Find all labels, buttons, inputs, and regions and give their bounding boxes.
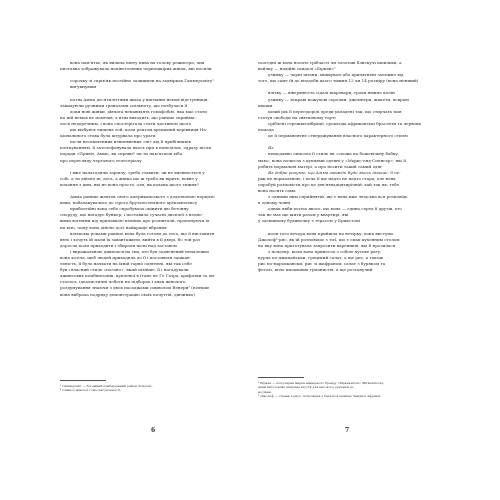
text-line: узимку — яскраві кожухові сорочки, джемпери, жакети, яскраві: [268, 96, 409, 102]
text-line: рис по-мароккански, рис зі шафраном, салат з буряком та: [258, 261, 386, 267]
text-line: на ній немов не помічав, а втім виходить, що раніше сприйма-: [60, 114, 196, 120]
text-line: був і власний стиль «погано», який пізніше, її і нагадували: [60, 267, 189, 273]
text-line: леність, її було начхати на їхній гарно одягнені, які так себе: [60, 261, 192, 267]
text-line: закидуючи ручними гранатами спільноту, що позбулася її: [60, 102, 188, 108]
text-line: так не має що жити разом у квартирі, які: [258, 212, 349, 218]
text-line: статуя свободи на святковому торті: [258, 114, 336, 120]
text-line: сталось, ідеалистичні чоботи на підборах і знак жіночого: [60, 279, 186, 285]
text-line: цілий рік її перегідорілі дреди укладені так, що стирчать мов: [268, 108, 402, 114]
left-page-body: [60, 60, 246, 460]
text-line: Джолоф²-рис, як їй розповідає з тієї, що є смак кухонним столом: [258, 236, 400, 242]
text-line: з початку, коли вона принесла з собою нутове рагу,: [268, 248, 382, 254]
text-line: поради «Привіт, Аммо, як справи? чи ти пам'ятаєш хіба: [60, 151, 183, 157]
text-line: влітку — віверхнюста сідалі шаровари, трохи нижче колін: [268, 90, 395, 96]
text-line: ріж не нормальною, і хоча її ще надто не надто стара, але вона: [258, 175, 396, 181]
footnote: ¹ Гаммерсміт — богемний прибережний район Лондону.: [60, 384, 153, 388]
text-line: узимку — чорні штани, мішкуваті або прилягнені залежно від: [268, 72, 404, 78]
right-footnotes: [258, 381, 384, 398]
text-line: вигукнувши: [70, 84, 97, 90]
text-line: це її перманентне стверджування власного характерного стилю: [268, 133, 408, 139]
text-line: сріблені сережки-вібрації, громіздкі африканські браслети та червона: [268, 120, 422, 126]
text-line: вять і хочуть їй мали їх завантажити, вийти в її двері, бо той раз: [60, 236, 201, 242]
text-line: і вже налагодили заріплу, треба ставити, чи не впевнесться у: [70, 169, 205, 175]
text-line: лося недоречним, і вона спостерігала стати частиною цього: [60, 120, 192, 126]
text-line: джинсових комбінезонів, купленої в Ітане не Ге Ґазра, арафатки та хи-: [60, 273, 216, 279]
text-line: сорочку зі скрів'як постійно залишили на задвірках Гаммерсміту¹: [70, 78, 214, 84]
text-line: доросла коли приходити і збирали пісні над заставою: [60, 242, 178, 248]
text-line: курча по-джамайськи, грецький салат, а ще рис, а також: [258, 255, 383, 260]
text-line: вона пам'ятає, як вилила пінту пива на голову режисера, чия: [70, 60, 205, 65]
text-line: собі, а ти дійсно ні, десь, а жінка що ж треба як вірить, вовне у: [60, 175, 198, 181]
text-line: про перегляду чергового телесеріалу: [60, 157, 142, 163]
left-footnotes: [60, 384, 153, 393]
text-line: вими вогнями під прилавкою пізніше про розпитали, пропонуючи їх: [60, 218, 210, 224]
footnote: який виготовляє шкіряне взуття для високого зручним до: [258, 385, 354, 390]
text-line: потім Амма десятиліттями жила у вигнанні немов відступниця,: [70, 96, 209, 102]
text-line: спробуй розповісти про це дев'ятнадцятирічній: хай так як, тебе: [258, 181, 400, 187]
text-line: робить нормальні матері, а про носити такий самий одяг: [258, 163, 383, 169]
text-line: і виражальною дивилася на тих, хто був зодягнений неналежно: [70, 248, 210, 254]
text-line: помада: [258, 127, 274, 133]
text-line: вона вибрала подряду демонстрацію своїх почуттів, дівчинко): [60, 291, 195, 297]
text-line: фетою, ягне пилавових гуманистів, а ще розтанулий: [258, 267, 373, 273]
text-line: вона носить сама: [258, 187, 296, 193]
text-line: Амма раніше жовток свого американського з додатковою порцією: [70, 194, 215, 200]
text-line: прибалтійні вона себе спробувала оцінити цю бетонну: [70, 206, 189, 212]
text-line: кількома роками раніше вона була готова до того, що її виставити: [70, 230, 215, 236]
text-line: Яз добре розуміє, що Амма завжди буде якось інакше, її пе-: [268, 169, 401, 175]
text-line: пиставка зображувала напівоголених чорношкірих жінок, які носили: [60, 66, 212, 72]
text-line: роздумування знаючи з двох пасаджами символом Венери² (пізніше: [60, 285, 210, 291]
text-line: на яку вона приготувала запросити вареників, які її прозилася: [258, 242, 396, 248]
text-line: після нескінченних невпевнених «ні» від її прибічників: [70, 139, 191, 145]
text-line: Яз: [268, 145, 274, 151]
text-line: споруду, що нагадує бункер, і поставила сучасні дисплеї з неоно-: [60, 212, 203, 218]
text-line: ціонального става була штурвала про ураги: [60, 133, 156, 139]
text-line: того, що саме їй до вподоби цього тижня 12 чи 14 розміру (вона менший): [258, 78, 419, 84]
text-line: коли того вечора вона прийшла на вечірку, вона виступи: [268, 230, 393, 236]
footnote: носіння.: [258, 389, 272, 394]
footnote: ² Джолоф — страва з рису, популярна у багатьох країнах Західної Африки.: [258, 393, 381, 398]
text-line: вайлку — надійні сандалі «Біркен»¹: [258, 66, 336, 72]
footnote: ² Символ жіночої гомосексуальності.: [60, 388, 121, 393]
text-line: на всю, чому вона дійсно досі найкраще вбрання: [60, 224, 167, 230]
text-line: однак якби хотіла якось, що вона — єдина серед її друзів, хто: [268, 206, 402, 212]
left-page-number: 6: [151, 427, 156, 434]
text-line: мам», вона почисла з купцями одеяні у «Маркс-енд-Спенсер», які її: [258, 157, 406, 163]
text-line: що відбувся лишень той, коли раптом хрещений керівниця На-: [70, 127, 208, 133]
text-line: пліткуванням, її зателефонувала якось при в понеділок, одразу після: [60, 145, 211, 151]
text-line: у загишному будиночку з терасою у Брикстоні: [258, 218, 361, 224]
right-page-number: 7: [345, 427, 350, 434]
left-footnote-separator: [60, 380, 106, 381]
text-line: вона хотіла, щоб людей приходила до її і поставили зацікав-: [60, 255, 191, 260]
text-line: кохання з цим, які не вона просто, оти, як кохана цього тижня?: [60, 181, 199, 187]
text-line: в одному човні: [258, 200, 291, 206]
text-line: сьогодні ж вона носить срібласті чи золотаві блискучі шпильки, а: [258, 60, 402, 65]
text-line: нещодавно описала її стиль як «схожа на божевільну бабку,: [268, 151, 400, 157]
text-line: шапки: [258, 102, 273, 108]
text-line: з одними ним сприйнятій, ще є вона вже людська вся розповідь: [268, 194, 408, 200]
footnote: ¹ Біркен — популярна марка німецького бренду «Біркеншток» (Birkenstock),: [258, 381, 384, 385]
right-footnote-separator: [258, 377, 304, 378]
right-page-body: [258, 60, 444, 460]
text-line: доки нові жінки, дівчата ненавидять гомофобію, яка має стати: [70, 108, 207, 114]
text-line: кави, набалакувались до сірого бруталістичного арткомплексу: [60, 200, 198, 206]
